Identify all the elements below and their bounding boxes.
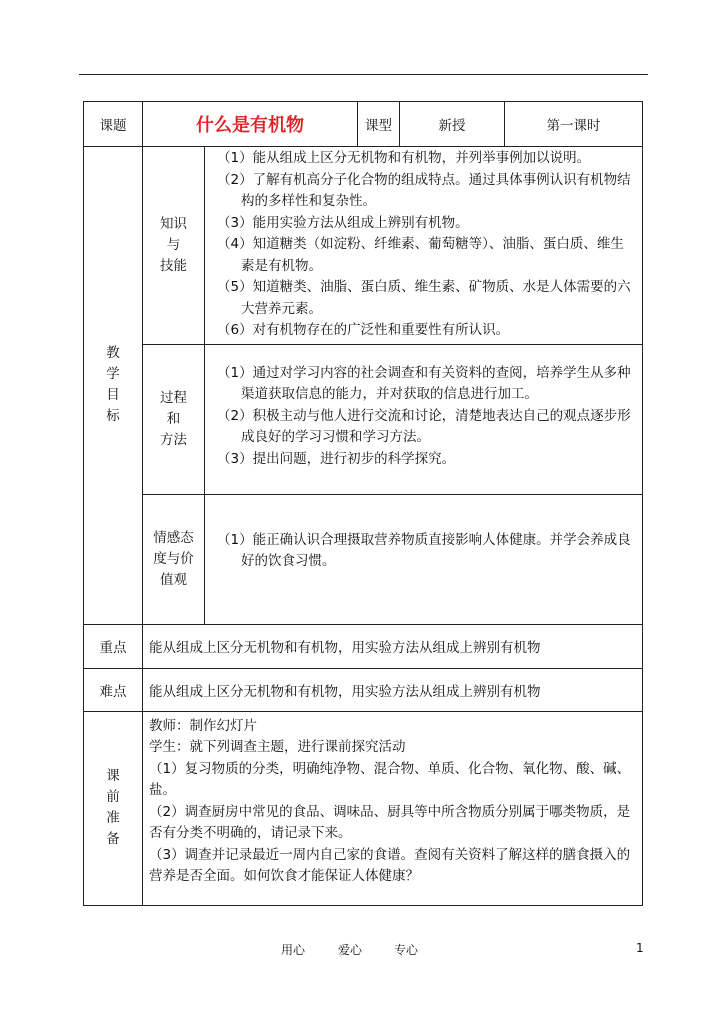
page-footer — [0, 941, 725, 961]
emotion-label: 情感态 度与价 值观 — [143, 494, 205, 624]
lesson-plan-table — [83, 101, 643, 906]
preparation-label: 课 前 准 备 — [84, 711, 143, 905]
difficulty-row — [84, 668, 643, 711]
knowledge-item: （5）知道糖类、油脂、蛋白质、维生素、矿物质、水是人体需要的六大营养元素。 — [217, 279, 631, 317]
process-item: （2）积极主动与他人进行交流和讨论，清楚地表达自己的观点逐步形成良好的学习习惯和学习方法。 — [217, 407, 631, 445]
process-label: 过程 和 方法 — [143, 344, 205, 494]
knowledge-row — [84, 147, 643, 345]
type-label: 课型 — [358, 102, 400, 147]
topic-label: 课题 — [84, 102, 143, 147]
process-items — [205, 344, 643, 494]
footer-word: 用心 — [281, 943, 306, 957]
footer-word: 爱心 — [338, 943, 363, 957]
objectives-label: 教 学 目 标 — [84, 147, 143, 625]
header-row — [84, 102, 643, 147]
period-value: 第一课时 — [505, 102, 643, 147]
difficulty-text: 能从组成上区分无机物和有机物，用实验方法从组成上辨别有机物 — [143, 668, 643, 711]
preparation-line: （2）调查厨房中常见的食品、调味品、厨具等中所含物质分别属于哪类物质，是否有分类不明确的，请记录下来。 — [149, 803, 631, 841]
top-rule — [79, 74, 648, 75]
type-value: 新授 — [400, 102, 505, 147]
emotion-row — [84, 494, 643, 624]
key-point-row — [84, 624, 643, 668]
knowledge-label: 知识 与 技能 — [143, 147, 205, 345]
emotion-items — [205, 494, 643, 624]
page-number: 1 — [636, 941, 644, 955]
key-point-text: 能从组成上区分无机物和有机物，用实验方法从组成上辨别有机物 — [143, 624, 643, 668]
preparation-text — [143, 711, 643, 905]
knowledge-item: （6）对有机物存在的广泛性和重要性有所认识。 — [217, 322, 510, 338]
knowledge-item: （2）了解有机高分子化合物的组成特点。通过具体事例认识有机物结构的多样性和复杂性。 — [217, 171, 631, 209]
preparation-line: 教师：制作幻灯片 — [149, 717, 257, 734]
knowledge-item: （3）能用实验方法从组成上辨别有机物。 — [217, 214, 469, 231]
key-point-label: 重点 — [84, 624, 143, 668]
knowledge-item: （4）知道糖类（如淀粉、纤维素、葡萄糖等）、油脂、蛋白质、维生素是有机物。 — [217, 236, 624, 274]
process-row — [84, 344, 643, 494]
emotion-item: （1）能正确认识合理摄取营养物质直接影响人体健康。并学会养成良好的饮食习惯。 — [217, 531, 631, 569]
footer-word: 专心 — [394, 943, 419, 957]
difficulty-label: 难点 — [84, 668, 143, 711]
process-item: （1）通过对学习内容的社会调查和有关资料的查阅，培养学生从多种渠道获取信息的能力，并对获取的信息进行加工。 — [217, 364, 631, 402]
knowledge-item: （1）能从组成上区分无机物和有机物，并列举事例加以说明。 — [217, 150, 591, 166]
knowledge-items — [205, 147, 643, 345]
preparation-row — [84, 711, 643, 905]
preparation-line: （1）复习物质的分类，明确纯净物、混合物、单质、化合物、氧化物、酸、碱、盐。 — [149, 760, 631, 798]
preparation-line: 学生：就下列调查主题，进行课前探究活动 — [149, 739, 406, 755]
preparation-line: （3）调查并记录最近一周内自己家的食谱。查阅有关资料了解这样的膳食摄入的营养是否全面。如何饮食才能保证人体健康？ — [149, 846, 631, 884]
lesson-title: 什么是有机物 — [143, 102, 358, 147]
process-item: （3）提出问题，进行初步的科学探究。 — [217, 450, 456, 467]
